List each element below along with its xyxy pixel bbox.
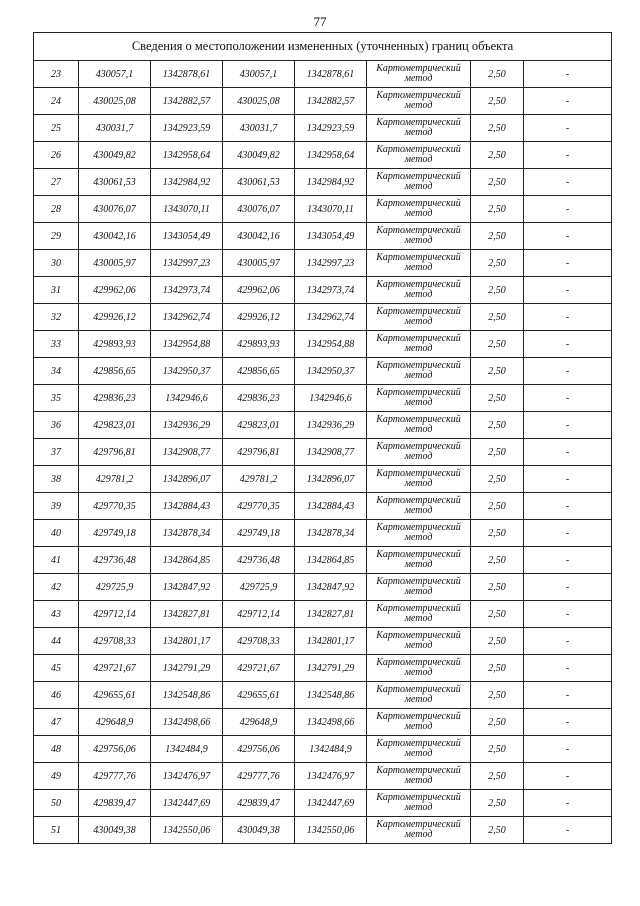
existing-y-cell: 1342878,61	[151, 61, 223, 88]
existing-y-cell: 1342447,69	[151, 790, 223, 817]
point-number-cell: 43	[34, 601, 79, 628]
point-number-cell: 44	[34, 628, 79, 655]
existing-y-cell: 1342548,86	[151, 682, 223, 709]
existing-x-cell: 429770,35	[79, 493, 151, 520]
refined-y-cell: 1342958,64	[295, 142, 367, 169]
method-cell: Картометрический метод	[367, 628, 471, 655]
table-row	[34, 358, 612, 385]
refined-y-cell: 1343054,49	[295, 223, 367, 250]
refined-x-cell: 429655,61	[223, 682, 295, 709]
note-cell: -	[524, 88, 612, 115]
note-cell: -	[524, 466, 612, 493]
method-cell: Картометрический метод	[367, 763, 471, 790]
note-cell: -	[524, 574, 612, 601]
note-cell: -	[524, 196, 612, 223]
point-number-cell: 47	[34, 709, 79, 736]
note-cell: -	[524, 520, 612, 547]
method-cell: Картометрический метод	[367, 385, 471, 412]
refined-x-cell: 429725,9	[223, 574, 295, 601]
existing-y-cell: 1342878,34	[151, 520, 223, 547]
refined-x-cell: 429823,01	[223, 412, 295, 439]
existing-y-cell: 1343070,11	[151, 196, 223, 223]
refined-x-cell: 430076,07	[223, 196, 295, 223]
point-number-cell: 38	[34, 466, 79, 493]
note-cell: -	[524, 628, 612, 655]
accuracy-cell: 2,50	[471, 385, 524, 412]
refined-x-cell: 429856,65	[223, 358, 295, 385]
refined-y-cell: 1342962,74	[295, 304, 367, 331]
accuracy-cell: 2,50	[471, 142, 524, 169]
table-row	[34, 736, 612, 763]
point-number-cell: 46	[34, 682, 79, 709]
point-number-cell: 32	[34, 304, 79, 331]
note-cell: -	[524, 763, 612, 790]
point-number-cell: 42	[34, 574, 79, 601]
accuracy-cell: 2,50	[471, 304, 524, 331]
table-row	[34, 628, 612, 655]
refined-x-cell: 429721,67	[223, 655, 295, 682]
method-cell: Картометрический метод	[367, 142, 471, 169]
refined-x-cell: 429926,12	[223, 304, 295, 331]
method-cell: Картометрический метод	[367, 115, 471, 142]
existing-y-cell: 1342847,92	[151, 574, 223, 601]
refined-y-cell: 1342878,61	[295, 61, 367, 88]
refined-y-cell: 1342791,29	[295, 655, 367, 682]
existing-x-cell: 429856,65	[79, 358, 151, 385]
note-cell: -	[524, 358, 612, 385]
existing-x-cell: 429926,12	[79, 304, 151, 331]
note-cell: -	[524, 61, 612, 88]
existing-y-cell: 1342997,23	[151, 250, 223, 277]
refined-y-cell: 1342827,81	[295, 601, 367, 628]
point-number-cell: 29	[34, 223, 79, 250]
method-cell: Картометрический метод	[367, 709, 471, 736]
table-row	[34, 61, 612, 88]
refined-y-cell: 1342476,97	[295, 763, 367, 790]
method-cell: Картометрический метод	[367, 277, 471, 304]
table-row	[34, 196, 612, 223]
accuracy-cell: 2,50	[471, 574, 524, 601]
table-row	[34, 412, 612, 439]
point-number-cell: 34	[34, 358, 79, 385]
table-row	[34, 142, 612, 169]
accuracy-cell: 2,50	[471, 520, 524, 547]
existing-y-cell: 1342936,29	[151, 412, 223, 439]
refined-x-cell: 429756,06	[223, 736, 295, 763]
accuracy-cell: 2,50	[471, 817, 524, 844]
refined-y-cell: 1342847,92	[295, 574, 367, 601]
accuracy-cell: 2,50	[471, 736, 524, 763]
refined-x-cell: 430031,7	[223, 115, 295, 142]
refined-x-cell: 430049,38	[223, 817, 295, 844]
note-cell: -	[524, 601, 612, 628]
refined-x-cell: 429781,2	[223, 466, 295, 493]
method-cell: Картометрический метод	[367, 358, 471, 385]
table-row	[34, 304, 612, 331]
existing-x-cell: 429836,23	[79, 385, 151, 412]
table-row	[34, 763, 612, 790]
method-cell: Картометрический метод	[367, 574, 471, 601]
note-cell: -	[524, 169, 612, 196]
point-number-cell: 24	[34, 88, 79, 115]
refined-x-cell: 430061,53	[223, 169, 295, 196]
method-cell: Картометрический метод	[367, 493, 471, 520]
table-row	[34, 709, 612, 736]
method-cell: Картометрический метод	[367, 655, 471, 682]
existing-x-cell: 429823,01	[79, 412, 151, 439]
refined-y-cell: 1342882,57	[295, 88, 367, 115]
refined-x-cell: 429749,18	[223, 520, 295, 547]
existing-x-cell: 429736,48	[79, 547, 151, 574]
note-cell: -	[524, 115, 612, 142]
existing-y-cell: 1342984,92	[151, 169, 223, 196]
point-number-cell: 51	[34, 817, 79, 844]
existing-y-cell: 1342550,06	[151, 817, 223, 844]
note-cell: -	[524, 709, 612, 736]
existing-x-cell: 429893,93	[79, 331, 151, 358]
point-number-cell: 50	[34, 790, 79, 817]
refined-x-cell: 430042,16	[223, 223, 295, 250]
refined-x-cell: 430005,97	[223, 250, 295, 277]
note-cell: -	[524, 790, 612, 817]
refined-x-cell: 429839,47	[223, 790, 295, 817]
note-cell: -	[524, 439, 612, 466]
boundary-coordinates-table	[33, 32, 612, 844]
note-cell: -	[524, 655, 612, 682]
existing-x-cell: 429708,33	[79, 628, 151, 655]
note-cell: -	[524, 250, 612, 277]
existing-x-cell: 429712,14	[79, 601, 151, 628]
table-row	[34, 88, 612, 115]
method-cell: Картометрический метод	[367, 547, 471, 574]
refined-y-cell: 1343070,11	[295, 196, 367, 223]
refined-x-cell: 429736,48	[223, 547, 295, 574]
existing-y-cell: 1342946,6	[151, 385, 223, 412]
method-cell: Картометрический метод	[367, 466, 471, 493]
note-cell: -	[524, 223, 612, 250]
refined-y-cell: 1342946,6	[295, 385, 367, 412]
note-cell: -	[524, 547, 612, 574]
refined-y-cell: 1342954,88	[295, 331, 367, 358]
refined-y-cell: 1342936,29	[295, 412, 367, 439]
refined-x-cell: 429777,76	[223, 763, 295, 790]
method-cell: Картометрический метод	[367, 331, 471, 358]
refined-y-cell: 1342801,17	[295, 628, 367, 655]
note-cell: -	[524, 142, 612, 169]
existing-x-cell: 429725,9	[79, 574, 151, 601]
method-cell: Картометрический метод	[367, 817, 471, 844]
existing-x-cell: 430005,97	[79, 250, 151, 277]
table-row	[34, 547, 612, 574]
note-cell: -	[524, 277, 612, 304]
refined-y-cell: 1342884,43	[295, 493, 367, 520]
existing-x-cell: 429796,81	[79, 439, 151, 466]
table-row	[34, 520, 612, 547]
refined-y-cell: 1342950,37	[295, 358, 367, 385]
existing-x-cell: 430042,16	[79, 223, 151, 250]
page-number: 77	[313, 14, 327, 29]
method-cell: Картометрический метод	[367, 601, 471, 628]
refined-x-cell: 429770,35	[223, 493, 295, 520]
accuracy-cell: 2,50	[471, 115, 524, 142]
method-cell: Картометрический метод	[367, 196, 471, 223]
table-row	[34, 493, 612, 520]
note-cell: -	[524, 412, 612, 439]
accuracy-cell: 2,50	[471, 466, 524, 493]
existing-x-cell: 429962,06	[79, 277, 151, 304]
existing-x-cell: 429781,2	[79, 466, 151, 493]
method-cell: Картометрический метод	[367, 169, 471, 196]
existing-y-cell: 1343054,49	[151, 223, 223, 250]
refined-y-cell: 1342498,66	[295, 709, 367, 736]
point-number-cell: 31	[34, 277, 79, 304]
refined-y-cell: 1342878,34	[295, 520, 367, 547]
existing-y-cell: 1342884,43	[151, 493, 223, 520]
refined-x-cell: 429712,14	[223, 601, 295, 628]
point-number-cell: 30	[34, 250, 79, 277]
table-row	[34, 655, 612, 682]
existing-y-cell: 1342801,17	[151, 628, 223, 655]
note-cell: -	[524, 493, 612, 520]
note-cell: -	[524, 304, 612, 331]
point-number-cell: 45	[34, 655, 79, 682]
point-number-cell: 37	[34, 439, 79, 466]
accuracy-cell: 2,50	[471, 655, 524, 682]
existing-y-cell: 1342791,29	[151, 655, 223, 682]
accuracy-cell: 2,50	[471, 196, 524, 223]
method-cell: Картометрический метод	[367, 88, 471, 115]
existing-y-cell: 1342896,07	[151, 466, 223, 493]
note-cell: -	[524, 817, 612, 844]
existing-x-cell: 430057,1	[79, 61, 151, 88]
accuracy-cell: 2,50	[471, 763, 524, 790]
accuracy-cell: 2,50	[471, 790, 524, 817]
existing-x-cell: 429655,61	[79, 682, 151, 709]
existing-y-cell: 1342882,57	[151, 88, 223, 115]
refined-x-cell: 429893,93	[223, 331, 295, 358]
existing-y-cell: 1342954,88	[151, 331, 223, 358]
method-cell: Картометрический метод	[367, 520, 471, 547]
refined-y-cell: 1342973,74	[295, 277, 367, 304]
existing-y-cell: 1342476,97	[151, 763, 223, 790]
note-cell: -	[524, 385, 612, 412]
accuracy-cell: 2,50	[471, 331, 524, 358]
accuracy-cell: 2,50	[471, 169, 524, 196]
table-row	[34, 277, 612, 304]
refined-y-cell: 1342997,23	[295, 250, 367, 277]
refined-y-cell: 1342923,59	[295, 115, 367, 142]
existing-y-cell: 1342958,64	[151, 142, 223, 169]
method-cell: Картометрический метод	[367, 223, 471, 250]
existing-y-cell: 1342962,74	[151, 304, 223, 331]
existing-y-cell: 1342827,81	[151, 601, 223, 628]
refined-x-cell: 430057,1	[223, 61, 295, 88]
refined-x-cell: 429708,33	[223, 628, 295, 655]
accuracy-cell: 2,50	[471, 88, 524, 115]
refined-x-cell: 429836,23	[223, 385, 295, 412]
existing-x-cell: 429721,67	[79, 655, 151, 682]
table-row	[34, 574, 612, 601]
existing-x-cell: 429839,47	[79, 790, 151, 817]
point-number-cell: 35	[34, 385, 79, 412]
accuracy-cell: 2,50	[471, 223, 524, 250]
refined-y-cell: 1342550,06	[295, 817, 367, 844]
note-cell: -	[524, 331, 612, 358]
table-row	[34, 790, 612, 817]
method-cell: Картометрический метод	[367, 682, 471, 709]
point-number-cell: 25	[34, 115, 79, 142]
existing-y-cell: 1342484,9	[151, 736, 223, 763]
point-number-cell: 27	[34, 169, 79, 196]
accuracy-cell: 2,50	[471, 628, 524, 655]
point-number-cell: 40	[34, 520, 79, 547]
note-cell: -	[524, 736, 612, 763]
method-cell: Картометрический метод	[367, 61, 471, 88]
existing-x-cell: 429777,76	[79, 763, 151, 790]
accuracy-cell: 2,50	[471, 277, 524, 304]
existing-x-cell: 430025,08	[79, 88, 151, 115]
method-cell: Картометрический метод	[367, 439, 471, 466]
accuracy-cell: 2,50	[471, 358, 524, 385]
existing-x-cell: 430031,7	[79, 115, 151, 142]
table-row	[34, 682, 612, 709]
method-cell: Картометрический метод	[367, 412, 471, 439]
point-number-cell: 36	[34, 412, 79, 439]
refined-x-cell: 430049,82	[223, 142, 295, 169]
table-row	[34, 601, 612, 628]
point-number-cell: 41	[34, 547, 79, 574]
section-title: Сведения о местоположении измененных (уточненных) границ объекта	[34, 33, 612, 61]
refined-y-cell: 1342864,85	[295, 547, 367, 574]
accuracy-cell: 2,50	[471, 493, 524, 520]
refined-y-cell: 1342896,07	[295, 466, 367, 493]
refined-x-cell: 429648,9	[223, 709, 295, 736]
accuracy-cell: 2,50	[471, 439, 524, 466]
point-number-cell: 39	[34, 493, 79, 520]
refined-y-cell: 1342447,69	[295, 790, 367, 817]
point-number-cell: 26	[34, 142, 79, 169]
refined-y-cell: 1342484,9	[295, 736, 367, 763]
point-number-cell: 48	[34, 736, 79, 763]
existing-x-cell: 429648,9	[79, 709, 151, 736]
point-number-cell: 33	[34, 331, 79, 358]
table-row	[34, 385, 612, 412]
accuracy-cell: 2,50	[471, 412, 524, 439]
existing-x-cell: 429756,06	[79, 736, 151, 763]
table-row	[34, 223, 612, 250]
table-body	[34, 61, 612, 844]
method-cell: Картометрический метод	[367, 304, 471, 331]
refined-x-cell: 430025,08	[223, 88, 295, 115]
point-number-cell: 23	[34, 61, 79, 88]
existing-x-cell: 430049,82	[79, 142, 151, 169]
existing-x-cell: 429749,18	[79, 520, 151, 547]
table-row	[34, 331, 612, 358]
table-row	[34, 250, 612, 277]
refined-x-cell: 429962,06	[223, 277, 295, 304]
accuracy-cell: 2,50	[471, 547, 524, 574]
existing-y-cell: 1342864,85	[151, 547, 223, 574]
existing-y-cell: 1342973,74	[151, 277, 223, 304]
refined-x-cell: 429796,81	[223, 439, 295, 466]
accuracy-cell: 2,50	[471, 601, 524, 628]
table-row	[34, 115, 612, 142]
refined-y-cell: 1342908,77	[295, 439, 367, 466]
existing-y-cell: 1342498,66	[151, 709, 223, 736]
existing-x-cell: 430061,53	[79, 169, 151, 196]
existing-y-cell: 1342923,59	[151, 115, 223, 142]
point-number-cell: 28	[34, 196, 79, 223]
accuracy-cell: 2,50	[471, 250, 524, 277]
note-cell: -	[524, 682, 612, 709]
existing-x-cell: 430076,07	[79, 196, 151, 223]
refined-y-cell: 1342984,92	[295, 169, 367, 196]
table-row	[34, 169, 612, 196]
existing-y-cell: 1342950,37	[151, 358, 223, 385]
accuracy-cell: 2,50	[471, 682, 524, 709]
existing-y-cell: 1342908,77	[151, 439, 223, 466]
accuracy-cell: 2,50	[471, 61, 524, 88]
method-cell: Картометрический метод	[367, 250, 471, 277]
existing-x-cell: 430049,38	[79, 817, 151, 844]
table-row	[34, 817, 612, 844]
method-cell: Картометрический метод	[367, 736, 471, 763]
refined-y-cell: 1342548,86	[295, 682, 367, 709]
accuracy-cell: 2,50	[471, 709, 524, 736]
method-cell: Картометрический метод	[367, 790, 471, 817]
point-number-cell: 49	[34, 763, 79, 790]
table-row	[34, 466, 612, 493]
table-title-row	[34, 33, 612, 61]
table-row	[34, 439, 612, 466]
